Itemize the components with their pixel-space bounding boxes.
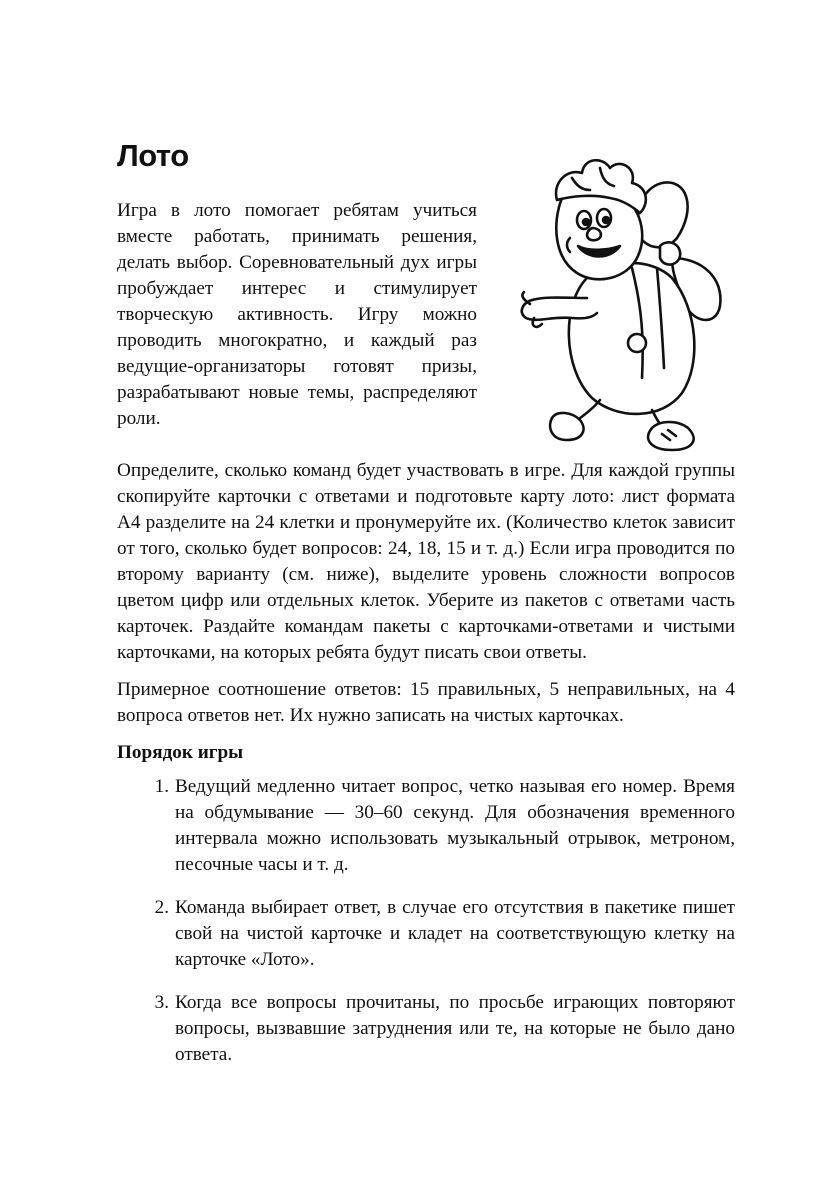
propeller-hub <box>660 242 680 264</box>
character-arm <box>522 298 597 320</box>
step-text: Команда выбирает ответ, в случае его отсутствия в пакетике пишет свой на чистой карточке и кладет на соответствующую клетку на карточке «Лото». <box>175 897 735 970</box>
section-heading: Порядок игры <box>117 742 244 763</box>
step-text: Когда все вопросы прочитаны, по просьбе играющих повторяют вопросы, вызвавшие затруднения или те, на которые не было дано ответа. <box>175 992 735 1065</box>
character-shoe-right <box>648 422 694 450</box>
intro-section <box>117 198 735 458</box>
step-number: 2. <box>154 897 169 918</box>
character-shoe-left <box>550 413 583 440</box>
list-item <box>117 895 735 973</box>
body-paragraph: Определите, сколько команд будет участвовать в игре. Для каждой группы скопируйте карточки с ответами и подготовьте карту лото: лист формата А4 разделите на 24 клетки и пронумеруйте их. (Количество клеток зависит от того, сколько будет вопросов: 24, 18, 15 и т. д.) Если игра проводится по второму варианту (см. ниже), выделите уровень сложности вопросов цветом цифр или отдельных клеток. Уберите из пакетов с ответами часть карточек. Раздайте командам пакеты с карточками-ответами и чистыми карточками, на которых ребята будут писать свои ответы. <box>117 460 735 663</box>
step-text: Ведущий медленно читает вопрос, четко называя его номер. Время на обдумывание — 30–60 секунд. Для обозначения временного интервала можно использовать музыкальный отрывок, метроном, песочные часы и т. д. <box>175 776 735 875</box>
page-title: Лото <box>117 138 189 173</box>
step-number: 1. <box>154 776 169 797</box>
cartoon-character-illustration <box>492 128 742 453</box>
list-item <box>117 990 735 1068</box>
step-number: 3. <box>154 992 169 1013</box>
suspender-button <box>628 334 646 352</box>
character-nose <box>587 228 601 240</box>
list-item <box>117 774 735 878</box>
page <box>117 136 735 1085</box>
body-paragraph: Примерное соотношение ответов: 15 правильных, 5 неправильных, на 4 вопроса ответов нет. Их нужно записать на чистых карточках. <box>117 679 735 726</box>
steps-list <box>117 774 735 1068</box>
intro-paragraph: Игра в лото помогает ребятам учиться вместе работать, принимать решения, делать выбор. Соревновательный дух игры пробуждает интерес и стимулирует творческую активность. Игру можно проводить многократно, и каждый раз ведущие-организаторы готовят призы, разрабатывают новые темы, распределяют роли. <box>117 200 477 429</box>
